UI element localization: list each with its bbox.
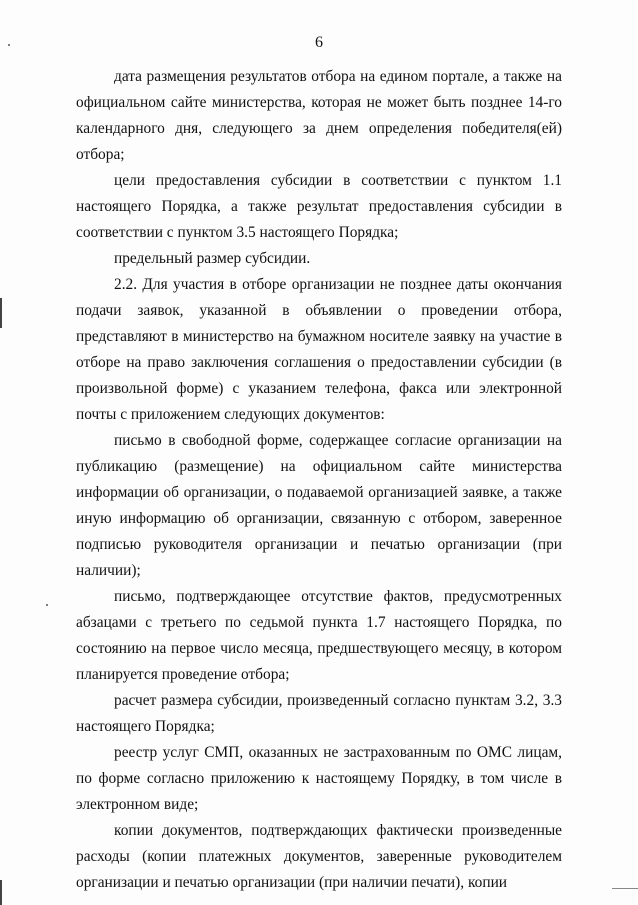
paragraph: 2.2. Для участия в отборе организации не позднее даты окончания подачи заявок, указанной в объявлении о проведении отбора, представляют в министерство на бумажном носителе заявку на участие в отборе на право заключения соглашения о предоставлении субсидии (в произвольной форме) с указанием телефона, факса или электронной почты с приложением следующих документов:: [76, 276, 562, 423]
paragraph: цели предоставления субсидии в соответствии с пунктом 1.1 настоящего Порядка, а также результат предоставления субсидии в соответствии с пунктом 3.5 настоящего Порядка;: [76, 172, 562, 241]
paragraph: письмо в свободной форме, содержащее согласие организации на публикацию (размещение) на официальном сайте министерства информации об организации, о подаваемой организацией заявке, а также иную информацию об организации, связанную с отбором, заверенное подписью руководителя организации и печатью организации (при наличии);: [76, 432, 562, 579]
paragraph: дата размещения результатов отбора на едином портале, а также на официальном сайте министерства, которая не может быть позднее 14-го календарного дня, следующего за днем определения победителя(ей) отбора;: [76, 68, 562, 163]
paragraph: расчет размера субсидии, произведенный согласно пунктам 3.2, 3.3 настоящего Порядка;: [76, 692, 562, 735]
scan-speck: [46, 604, 48, 606]
scan-edge-mark: [0, 298, 2, 328]
scan-edge-mark: [0, 880, 2, 905]
page-number: 6: [315, 34, 323, 51]
paragraph: предельный размер субсидии.: [114, 250, 311, 267]
paragraph: копии документов, подтверждающих фактически произведенные расходы (копии платежных документов, заверенные руководителем организации и печатью организации (при наличии печати), копии: [76, 822, 562, 891]
paragraph: письмо, подтверждающее отсутствие фактов, предусмотренных абзацами с третьего по седьмой пункта 1.7 настоящего Порядка, по состоянию на первое число месяца, предшествующего месяцу, в котором планируется проведение отбора;: [76, 588, 562, 683]
scan-speck: [8, 44, 10, 46]
document-body: [76, 64, 562, 896]
scan-edge-mark: [612, 888, 638, 889]
paragraph: реестр услуг СМП, оказанных не застрахованным по ОМС лицам, по форме согласно приложению к настоящему Порядку, в том числе в электронном виде;: [76, 744, 562, 813]
